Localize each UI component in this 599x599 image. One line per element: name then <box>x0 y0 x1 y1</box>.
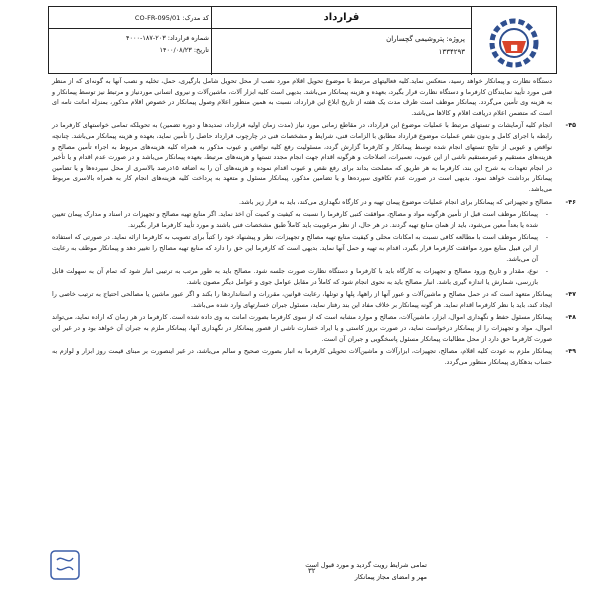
document-header <box>48 6 557 74</box>
clause-number: ۴۸- <box>565 313 576 322</box>
project-name: پروژه: پتروشیمی گچساران <box>386 35 465 43</box>
company-logo-icon <box>478 13 550 69</box>
clause-number: ۴۹- <box>565 347 576 356</box>
clause-46-bullet-3: - نوع، مقدار و تاریخ ورود مصالح و تجهیزات به کارگاه باید با کارفرما و دستگاه نظارت صورت جلسه شود. مصالح باید به طور مرتب به ترتیبی انبار شود که تمام آن به سهولت قابل بازرسی، شمارش یا اندازه گیری باشد. انبار مصالح باید به نحوی انجام شود که کاملاً در مقابل عوامل جوی و عوامل دیگر مصون باشد. <box>52 266 552 287</box>
contract-info <box>49 29 213 75</box>
clause-text: انجام کلیه آزمایشات و تستهای مرتبط با عملیات موضوع این قرارداد، در مقاطع زمانی مورد نیاز (مدت زمان اولیه قرارداد، تمدیدها و دوره تضمین) به تحویلکه تمامی خواستهای کارفرما در رابطه با اجرای کامل و بدون نقص عملیات موضوع قرارداد مطابق با الزامات فنی، شرایط و مشخصات فنی در چارچوب قرارداد حاصل را تأمین نماید، بعهده و هزینه پیمانکار می‌باشد. چنانچه نواقص و عیوبی از نتایج تستهای انجام شده توسط پیمانکار و کارفرما گزارش گردد، مسئولیت رفع کلیه نواقص و عیوب مذکور به همراه کلیه هزینه‌های مربوط به اجراء تأمین مصالح و هزینه‌های مستقیم و غیرمستقیم ناشی از این عیوب، تعمیرات، اصلاحات و هرگونه اقدام جهت انجام مجدد تستها و هزینه‌های مرتبط، بعهده پیمانکار می‌باشد و در صورت عدم اقدام و یا تأخیر در انجام تعهدات به شرح این بند، کارفرما به هر طریق که مصلحت بداند برای رفع نقص و عیوب اقدام نموده و هزینه‌های آن را به اضافه ۱۵درصد بالاسری از محل سپرده‌ها و یا تضامین پیمانکار برداشت خواهد نمود. بدیهی است در صورت عدم تکافوی سپرده‌ها و یا تضامین مذکور، پیمانکار مسئول و متعهد به پرداخت کلیه هزینه‌های انجام کار به همراه بالاسری مربوط می‌باشد. <box>52 121 552 193</box>
clause-48 <box>52 312 576 344</box>
svg-text:■: ■ <box>510 43 518 52</box>
signature-label: مهر و امضای مجاز پیمانکار <box>354 573 427 581</box>
contract-number: شماره قرارداد: ۲۰۳-۱۸۷-۴۰۰۰ <box>126 34 209 42</box>
page-footer <box>48 557 557 591</box>
project-number: ۱۳۳۴۲۹۳ <box>438 48 465 56</box>
contract-date: تاریخ: ۱۴۰۰/۰۸/۲۳ <box>159 46 209 54</box>
clause-46-bullet-1: - پیمانکار موظف است قبل از تأمین هرگونه مواد و مصالح، موافقت کتبی کارفرما را نسبت به کیفیت و کمیت آن اخذ نماید. اگر منابع تهیه مصالح و تجهیزات در اسناد و مدارک پیمان تعیین شده یا بعداً معین می‌شود، باید از همان منابع تهیه گردند. در هر حال، از نظر مرغوبیت باید کاملاً طبق مشخصات فنی باشند و مورد تأیید کارفرما قرار بگیرند. <box>52 209 552 230</box>
project-info <box>211 29 471 75</box>
acceptance-text: تمامی شرایط رویت گردید و مورد قبول است <box>305 561 427 569</box>
clause-46-bullet-2: - پیمانکار موظف است با مطالعه کافی نسبت به امکانات محلی و کیفیت منابع تهیه مصالح و تجهیزات، نظر و پیشنهاد خود را کتباً برای تصویب به کارفرما ارائه نماید. در صورتی که استفاده از این قبیل منابع مورد موافقت کارفرما قرار بگیرد، اقدام به تهیه و حمل آنها نماید. بدیهی است که کارفرما این حق را دارد که منابع تهیه مصالح را تغییر دهد و پیمانکار موظف به رعایت آن می‌باشد. <box>52 232 552 264</box>
page-number: ۳۲ <box>308 567 316 575</box>
document-code: کد مدرک: CO-FR-095/01 <box>49 7 213 29</box>
clause-47 <box>52 289 576 310</box>
clause-text: پیمانکار ملزم به عودت کلیه اقلام، مصالح، تجهیزات، ابزارآلات و ماشین‌آلات تحویلی کارفرما به انبار بصورت صحیح و سالم می‌باشد، در غیر اینصورت بر مبنای قیمت روز ابزار و لوازم به حساب بدهکاری پیمانکار منظور می‌گردد. <box>52 347 552 366</box>
clause-46 <box>52 197 576 208</box>
clause-text: پیمانکار متعهد است که در حمل مصالح و ماشین‌آلات و عبور آنها از راهها، پلها و تونلها، رعایت قوانین، مقررات و استانداردها را بکند و اگر عبور ماشین یا مصالحی احتیاج به ترتیب خاصی را ایجاد کند، باید با نظر کارفرما اقدام نماید. هر گونه پیمانکار بر خلاف مفاد این بند رفتار نماید، مسئول جبران خسارتهای وارد شده می‌باشد. <box>52 290 552 309</box>
document-title: قرارداد <box>211 7 471 29</box>
clause-number: ۴۷- <box>565 290 576 299</box>
intro-paragraph: دستگاه نظارت و پیمانکار خواهد رسید، منعکس نماید.کلیه فعالیتهای مرتبط با موضوع تحویل اقلام مورد نصب از محل تحویل شامل بارگیری، حمل، تخلیه و نصب آنها به گونه‌ای که از منظر فنی مورد تأیید نمایندگان کارفرما و دستگاه نظارت قرار بگیرد، بعهده و هزینه پیمانکار می‌باشد. بدیهی است کلیه ابزار آلات، ماشین‌آلات و نیروی انسانی موردنیاز و مرتبط نیز توسط پیمانکار و به هزینه وی تأمین می‌گردد. پیمانکار موظف است ظرف مدت یک هفته از تاریخ ابلاغ این قرارداد، نسبت به همین منظور اعلام وصول پیمانکار در خصوص اقلام مذکور، بمنزله امانت نامه ای است که متضمن اعلام دریافت اقلام و کالاها می‌باشد. <box>52 77 552 117</box>
clause-49 <box>52 346 576 367</box>
clause-number: ۴۶- <box>565 197 576 206</box>
clause-text: پیمانکار مسئول حفظ و نگهداری اموال، ابزار، ماشین‌آلات، مصالح و موارد مشابه است که از سوی کارفرما بصورت امانت به وی داده شده است. کارفرما در هر زمان که اراده نماید، می‌تواند اموال، مواد و تجهیزات را از پیمانکار درخواست نماید، در صورت بروز کاستی و یا ایراد خسارت ناشی از قصور پیمانکار در نگهداری آنها، پیمانکار ملزم به جبران آن خواهد بود و در غیر این صورت کارفرما حق دارد از محل مطالبات پیمانکار مسئول پاسخگویی و جبران آن است. <box>52 313 552 343</box>
clause-45 <box>52 120 576 194</box>
logo-cell <box>471 7 556 75</box>
contract-body <box>52 76 576 546</box>
clause-text: مصالح و تجهیزاتی که پیمانکار برای انجام عملیات موضوع پیمان تهیه و در کارگاه نگهداری می‌کند، باید به قرار زیر باشد. <box>238 197 552 206</box>
clause-number: ۴۵- <box>565 121 576 130</box>
